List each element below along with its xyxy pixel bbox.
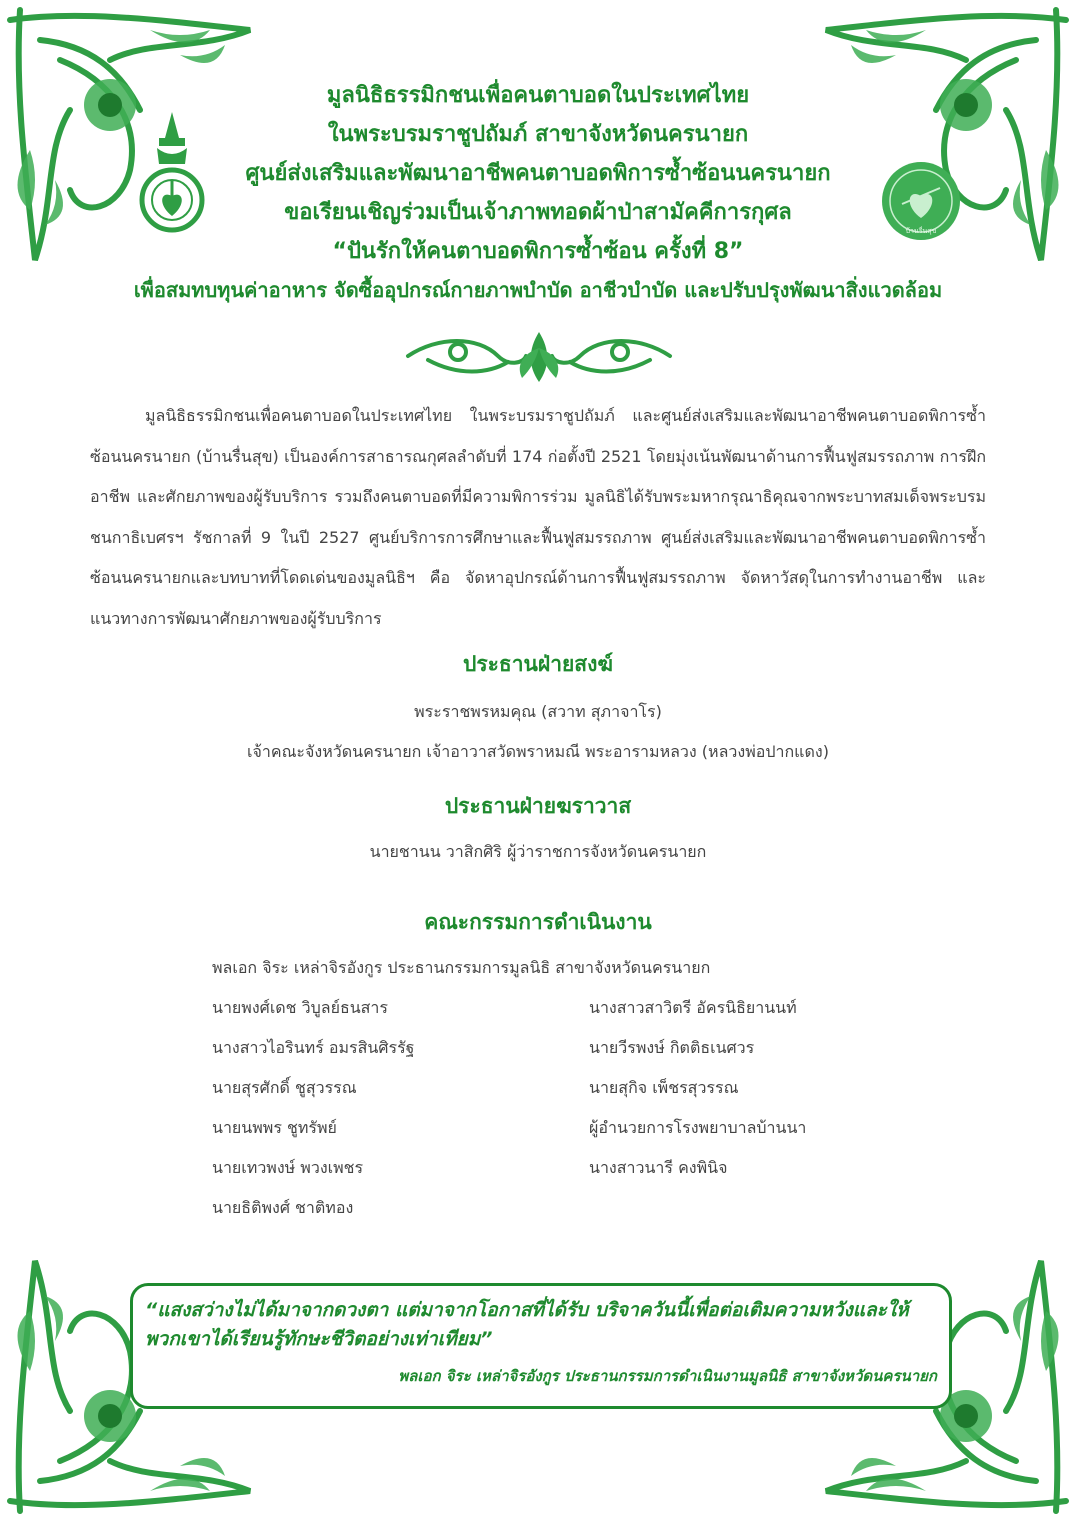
- sangha-chair-name: พระราชพรหมคุณ (สวาท สุภาจาโร): [414, 702, 662, 721]
- committee-member: นายเทวพงษ์ พวงเพชร: [212, 1158, 364, 1177]
- seal-text: บ้านรื่นสุข: [905, 227, 937, 235]
- lay-chair-title: ประธานฝ่ายฆราวาส: [444, 794, 632, 818]
- quote-author: พลเอก จิระ เหล่าจิรอังกูร ประธานกรรมการดำเนินงานมูลนิธิ สาขาจังหวัดนครนายก: [398, 1367, 937, 1385]
- committee-member: นางสาวไอรินทร์ อมรสินศิรรัฐ: [212, 1038, 415, 1057]
- header-block: [40, 76, 1036, 310]
- lay-chair-name: นายชานน วาสิกศิริ ผู้ว่าราชการจังหวัดนครนายก: [369, 842, 707, 861]
- committee-member: นายสุรศักดิ์ ชูสุวรรณ: [212, 1078, 357, 1097]
- committee-member: ผู้อำนวยการโรงพยาบาลบ้านนา: [589, 1118, 807, 1137]
- header-line-1: มูลนิธิธรรมิกชนเพื่อคนตาบอดในประเทศไทย: [326, 83, 750, 108]
- sangha-chair-title: ประธานฝ่ายสงฆ์: [463, 652, 613, 676]
- committee-member: นายนพพร ชูทรัพย์: [212, 1118, 337, 1137]
- quote-text: “แสงสว่างไม่ได้มาจากดวงตา แต่มาจากโอกาสที่ได้รับ บริจาควันนี้เพื่อต่อเติมความหวังและให้พวกเขาได้เรียนรู้ทักษะชีวิตอย่างเท่าเทียม”: [145, 1299, 909, 1350]
- committee-title: คณะกรรมการดำเนินงาน: [424, 910, 652, 934]
- header-line-4: ขอเรียนเชิญร่วมเป็นเจ้าภาพทอดผ้าป่าสามัคคีการกุศล: [284, 200, 792, 225]
- quote-box: [130, 1283, 952, 1409]
- intro-paragraph: มูลนิธิธรรมิกชนเพื่อคนตาบอดในประเทศไทย ในพระบรมราชูปถัมภ์ และศูนย์ส่งเสริมและพัฒนาอาชีพคนตาบอดพิการซ้ำซ้อนนครนายก (บ้านรื่นสุข) เป็นองค์การสาธารณกุศลลำดับที่ 174 ก่อตั้งปี 2521 โดยมุ่งเน้นพัฒนาด้านการฟื้นฟูสมรรถภาพ การฝึกอาชีพ และศักยภาพของผู้รับบริการ รวมถึงคนตาบอดที่มีความพิการร่วม มูลนิธิได้รับพระมหากรุณาธิคุณจากพระบาทสมเด็จพระบรมชนกาธิเบศรฯ รัชกาลที่ 9 ในปี 2527 ศูนย์บริการการศึกษาและฟื้นฟูสมรรถภาพ ศูนย์ส่งเสริมและพัฒนาอาชีพคนตาบอดพิการซ้ำซ้อนนครนายกและบทบาทที่โดดเด่นของมูลนิธิฯ คือ จัดหาอุปกรณ์ด้านการฟื้นฟูสมรรถภาพ จัดหาวัสดุในการทำงานอาชีพ และแนวทางการพัฒนาศักยภาพของผู้รับบริการ: [90, 406, 986, 628]
- header-line-5: “ปันรักให้คนตาบอดพิการซ้ำซ้อน ครั้งที่ 8”: [332, 239, 744, 264]
- header-line-6: เพื่อสมทบทุนค่าอาหาร จัดซื้ออุปกรณ์กายภาพบำบัด อาชีวบำบัด และปรับปรุงพัฒนาสิ่งแวดล้อม: [133, 278, 943, 302]
- committee-member: นายธิติพงศ์ ชาติทอง: [212, 1198, 354, 1217]
- committee-lead: พลเอก จิระ เหล่าจิรอังกูร ประธานกรรมการมูลนิธิ สาขาจังหวัดนครนายก: [212, 958, 711, 977]
- header-line-2: ในพระบรมราชูปถัมภ์ สาขาจังหวัดนครนายก: [327, 122, 749, 147]
- header-line-3: ศูนย์ส่งเสริมและพัฒนาอาชีพคนตาบอดพิการซ้ำซ้อนนครนายก: [245, 161, 831, 186]
- sangha-chair-position: เจ้าคณะจังหวัดนครนายก เจ้าอาวาสวัดพราหมณี พระอารามหลวง (หลวงพ่อปากแดง): [247, 742, 829, 761]
- committee-member: นายสุกิจ เพ็ชรสุวรรณ: [589, 1078, 739, 1097]
- committee-member: นายพงศ์เดช วิบูลย์ธนสาร: [212, 998, 388, 1017]
- scroll-flourish-divider: [398, 326, 680, 388]
- committee-member: นายวีรพงษ์ กิตติธเนศวร: [589, 1038, 755, 1057]
- committee-member: นางสาวสาวิตรี อัครนิธิยานนท์: [589, 998, 797, 1017]
- committee-member: นางสาวนารี คงพินิจ: [589, 1158, 728, 1177]
- committee-list: [212, 952, 872, 1232]
